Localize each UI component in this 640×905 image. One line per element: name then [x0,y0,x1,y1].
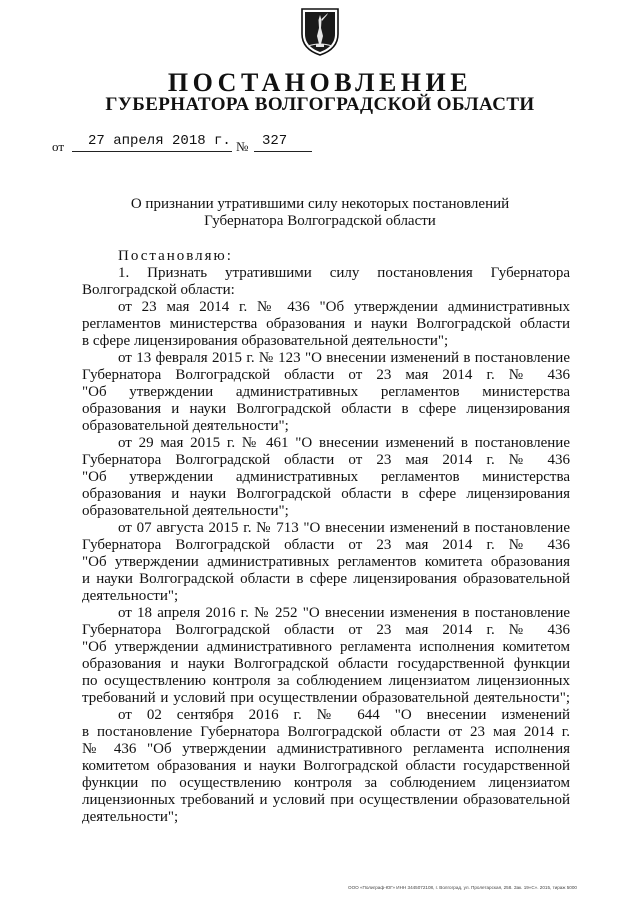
body-line: образовательной деятельности"; [82,503,289,519]
body-line: образования и науки Волгоградской области государственной функции [82,656,570,672]
body-line: "Об утверждении административного регламента исполнения комитетом [82,639,570,655]
body-line: в сфере лицензирования образовательной деятельности"; [82,333,449,349]
document-body [82,248,570,826]
body-line: Губернатора Волгоградской области от 23 мая 2014 г. № 436 [82,452,570,468]
body-line: от 18 апреля 2016 г. № 252 "О внесении изменения в постановление [118,605,570,621]
document-date: 27 апреля 2018 г. [88,133,231,149]
document-subject [100,196,540,230]
body-line: регламентов министерства образования и науки Волгоградской области [82,316,570,332]
body-line: Губернатора Волгоградской области от 23 мая 2014 г. № 436 [82,537,570,553]
body-line: деятельности"; [82,809,179,825]
body-line: образования и науки Волгоградской области в сфере лицензирования [82,486,570,502]
document-number-line [0,133,640,157]
body-line: от 07 августа 2015 г. № 713 "О внесении изменений в постановление [118,520,570,536]
body-line: "Об утверждении административных регламентов комитета образования [82,554,570,570]
body-line: деятельности"; [82,588,179,604]
body-line: функции по осуществлению контроля за соблюдением лицензиатом [82,775,570,791]
body-line: от 29 мая 2015 г. № 461 "О внесении изменений в постановление [118,435,570,451]
document-title: ПОСТАНОВЛЕНИЕ [167,68,473,97]
body-line: по осуществлению контроля за соблюдением лицензиатом лицензионных [82,673,570,689]
volgograd-coat-of-arms-icon [299,6,341,56]
document-number: 327 [262,133,288,149]
body-line: требований и условий при осуществлении образовательной деятельности"; [82,690,570,706]
number-prefix-label: № [236,139,249,154]
body-line: комитетом образования и науки Волгоградской области государственной [82,758,570,774]
body-line: лицензионных требований и условий при осуществлении образовательной [82,792,570,808]
body-line: Постановляю: [118,248,233,264]
body-line: образования и науки Волгоградской области в сфере лицензирования [82,401,570,417]
body-line: в постановление Губернатора Волгоградской области от 23 мая 2014 г. [82,724,570,740]
body-line: и науки Волгоградской области в сфере лицензирования образовательной [82,571,570,587]
body-line: Губернатора Волгоградской области от 23 мая 2014 г. № 436 [82,367,570,383]
date-underline [72,151,232,152]
body-line: от 02 сентября 2016 г. № 644 "О внесении изменений [118,707,570,723]
date-prefix-label: от [52,139,65,154]
body-line: Губернатора Волгоградской области от 23 мая 2014 г. № 436 [82,622,570,638]
body-line: "Об утверждении административных регламентов министерства [82,384,570,400]
document-issuer: ГУБЕРНАТОРА ВОЛГОГРАДСКОЙ ОБЛАСТИ [105,94,535,115]
subject-line-2: Губернатора Волгоградской области [204,213,436,229]
body-line: от 23 мая 2014 г. № 436 "Об утверждении административных [118,299,570,315]
subject-line-1: О признании утратившими силу некоторых постановлений [130,196,510,212]
body-line: № 436 "Об утверждении административного регламента исполнения [82,741,570,757]
body-line: образовательной деятельности"; [82,418,289,434]
body-line: "Об утверждении административных регламентов министерства [82,469,570,485]
number-underline [254,151,312,152]
printer-imprint: ООО «Полиграф-ЮГ» ИНН 3445072108, г. Волгоград, ул. Пролетарская, 258. Зак. 19«С». 2015, тираж 5000 [348,885,577,890]
body-line: от 13 февраля 2015 г. № 123 "О внесении изменений в постановление [118,350,570,366]
body-line: 1. Признать утратившими силу постановления Губернатора [118,265,570,281]
body-line: Волгоградской области: [82,282,235,298]
